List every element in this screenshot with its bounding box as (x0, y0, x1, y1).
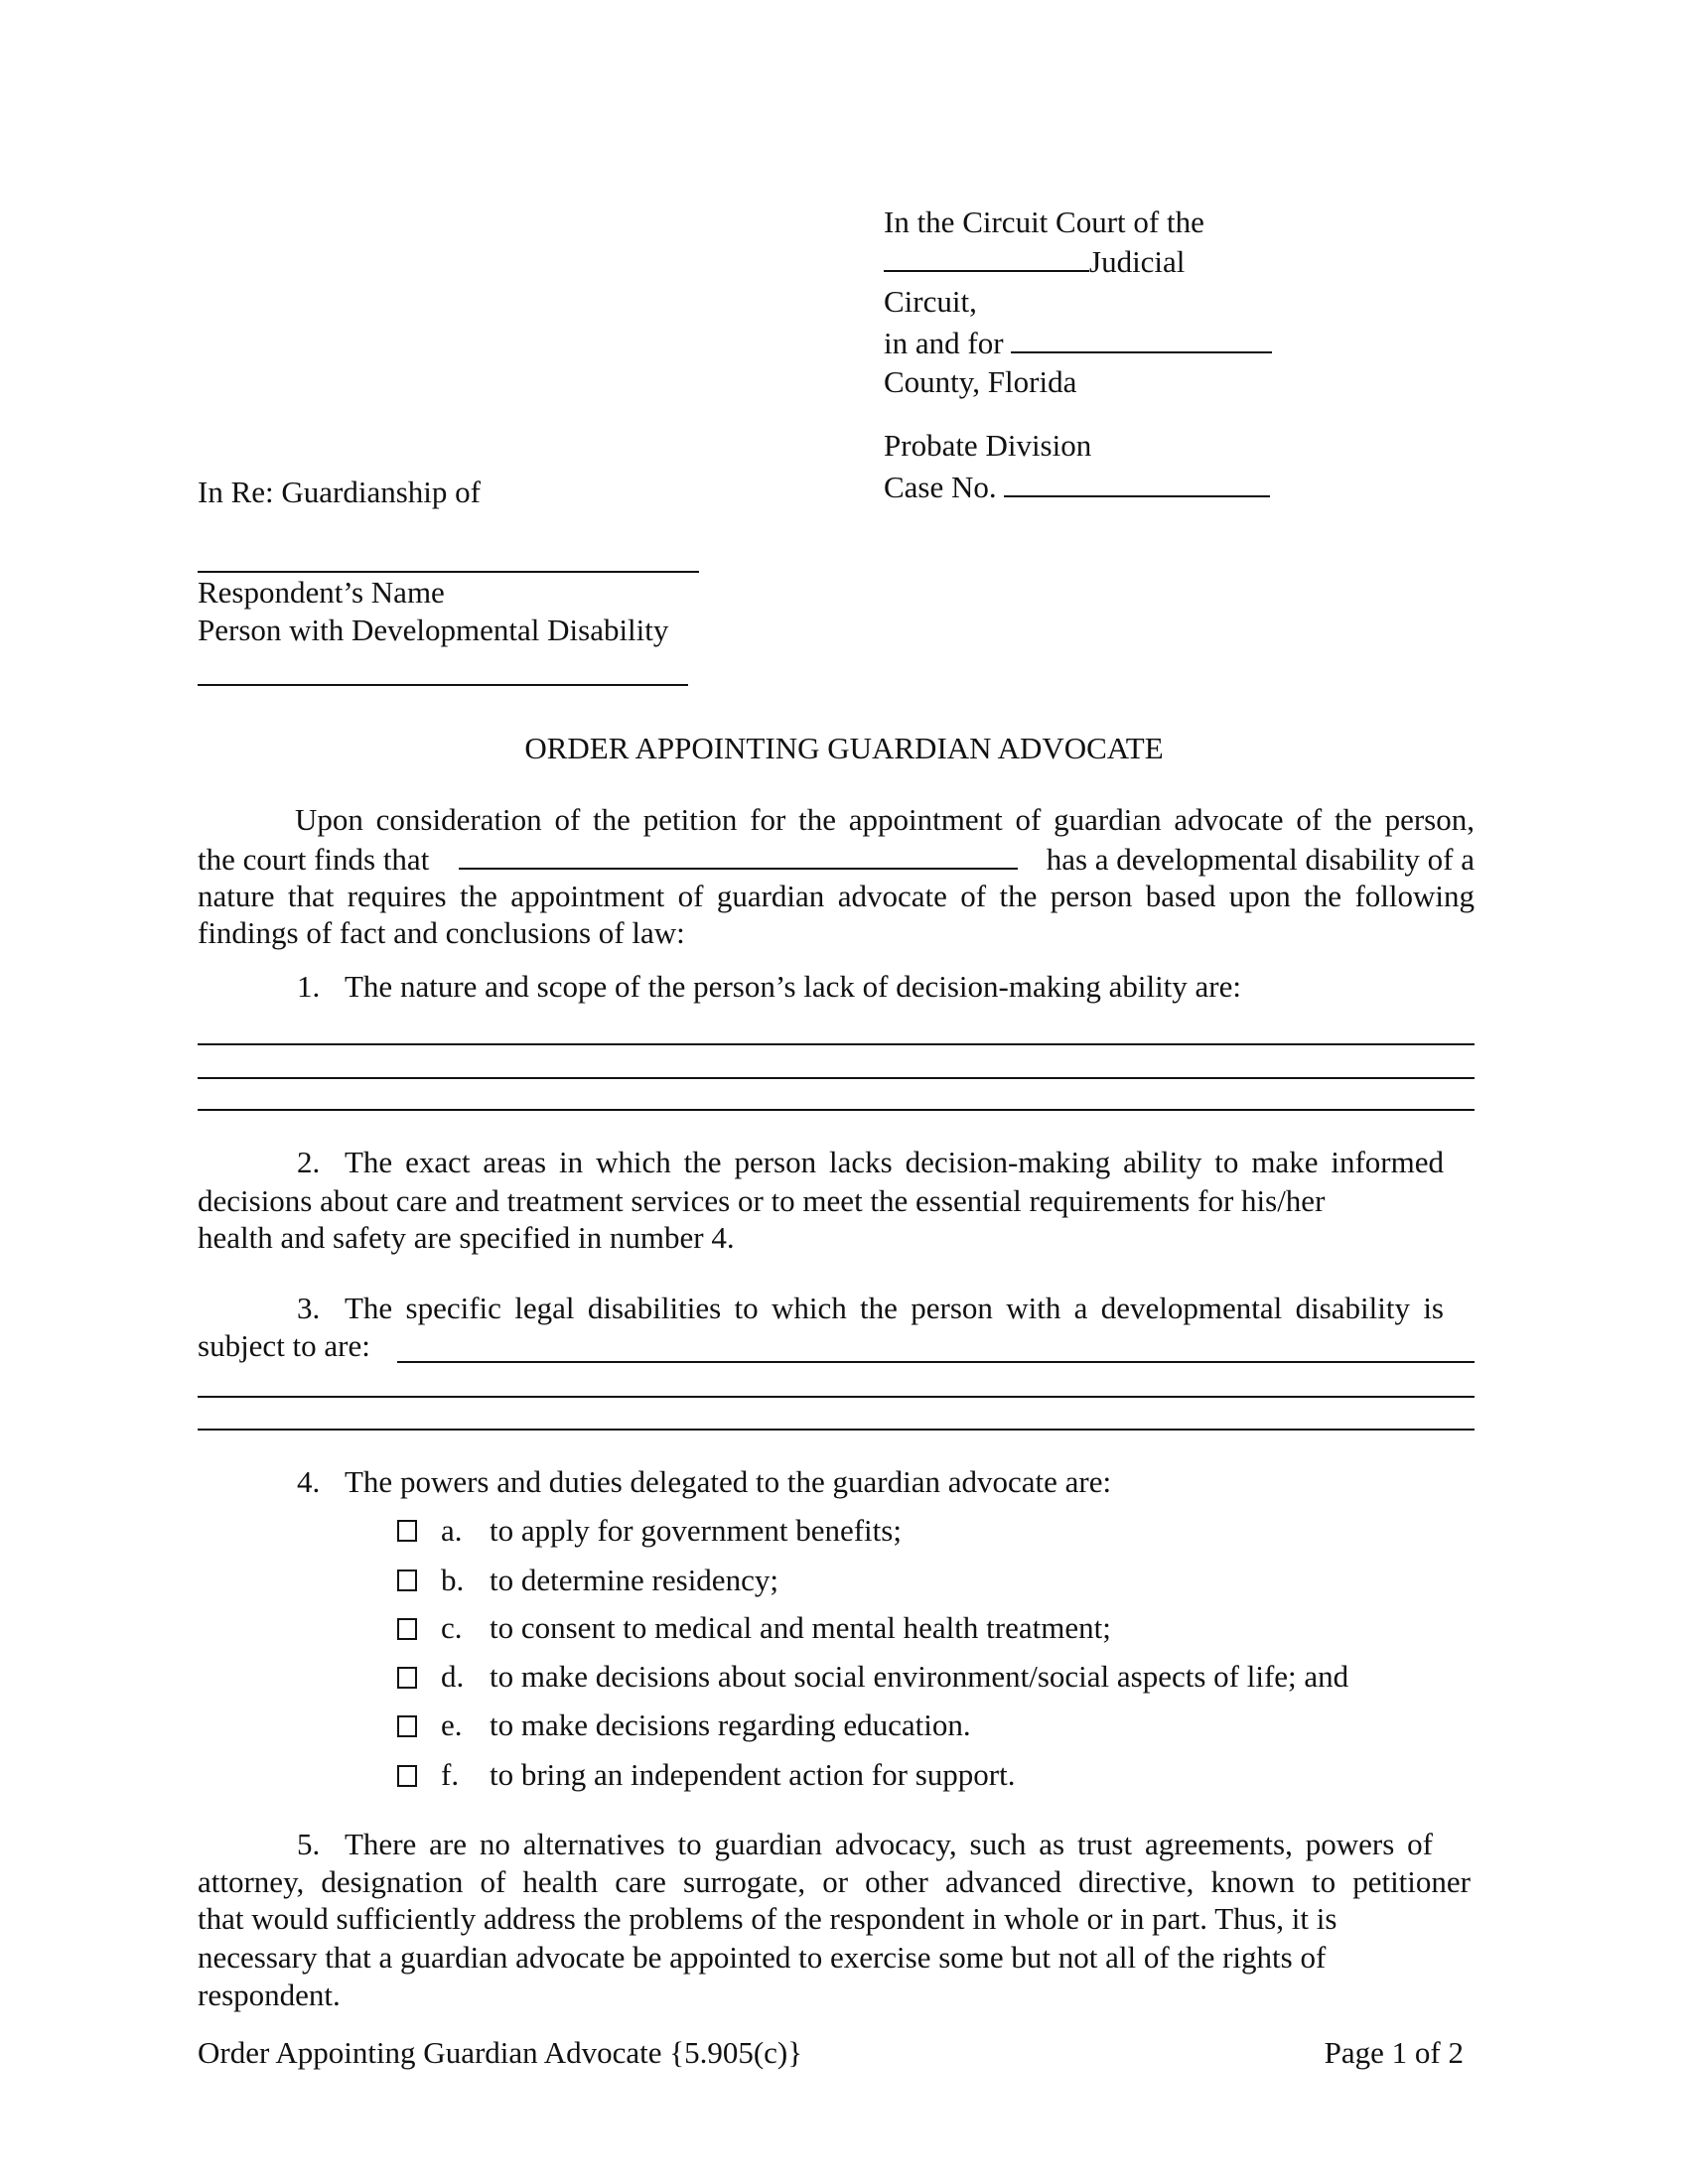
power-text: to bring an independent action for support. (490, 1757, 1016, 1792)
county-line (884, 322, 1272, 361)
power-checkbox-e[interactable] (397, 1715, 417, 1737)
power-checkbox-f[interactable] (397, 1765, 417, 1787)
item-3-blank-1[interactable] (397, 1361, 1475, 1363)
power-letter: e. (441, 1707, 463, 1742)
power-text: to determine residency; (490, 1563, 778, 1597)
item-2-line-1: The exact areas in which the person lacks decision-making ability to make informed (345, 1145, 1444, 1179)
item-3-line-2: subject to are: (198, 1328, 370, 1363)
power-text: to consent to medical and mental health treatment; (490, 1610, 1111, 1645)
item-3-blank-2[interactable] (198, 1396, 1475, 1398)
item-4-number: 4. (297, 1464, 321, 1499)
intro-line-2 (198, 838, 1475, 878)
in-and-for-label: in and for (884, 326, 1004, 360)
item-4-text: The powers and duties delegated to the guardian advocate are: (345, 1464, 1112, 1499)
judicial-circuit-line (884, 240, 1185, 280)
item-2-line-3: health and safety are specified in number 4. (198, 1220, 735, 1255)
power-checkbox-b[interactable] (397, 1570, 417, 1591)
footer-form-name: Order Appointing Guardian Advocate {5.905(c)} (198, 2035, 803, 2070)
document-title: ORDER APPOINTING GUARDIAN ADVOCATE (524, 731, 1164, 765)
item-3-number: 3. (297, 1291, 321, 1325)
item-3-line-1: The specific legal disabilities to which the person with a developmental disability is (345, 1291, 1444, 1325)
division-label: Probate Division (884, 428, 1092, 463)
circuit-number-blank[interactable] (884, 240, 1089, 272)
judicial-label: Judicial (1089, 244, 1186, 279)
power-checkbox-d[interactable] (397, 1667, 417, 1689)
item-5-line-3: that would sufficiently address the problems of the respondent in whole or in part. Thus, it is (198, 1901, 1337, 1936)
item-5-line-2: attorney, designation of health care surrogate, or other advanced directive, known to petitioner (198, 1864, 1471, 1899)
case-no-label: Case No. (884, 470, 997, 504)
divider-line (198, 684, 688, 686)
case-number-blank[interactable] (1004, 466, 1270, 497)
item-1-text: The nature and scope of the person’s lack of decision-making ability are: (345, 969, 1241, 1004)
page-number: Page 1 of 2 (1324, 2035, 1464, 2070)
person-name-blank[interactable] (459, 838, 1018, 870)
item-3-blank-3[interactable] (198, 1429, 1475, 1431)
power-letter: f. (441, 1757, 460, 1792)
item-5-line-1: There are no alternatives to guardian advocacy, such as trust agreements, powers of (345, 1827, 1433, 1861)
item-1-blank-2[interactable] (198, 1077, 1475, 1079)
in-re-label: In Re: Guardianship of (198, 475, 481, 509)
item-5-line-4: necessary that a guardian advocate be appointed to exercise some but not all of the rights of (198, 1940, 1327, 1975)
power-checkbox-a[interactable] (397, 1520, 417, 1542)
power-letter: d. (441, 1659, 465, 1694)
intro-line-4: findings of fact and conclusions of law: (198, 915, 685, 950)
court-name: In the Circuit Court of the (884, 205, 1204, 239)
disability-label: has a developmental disability of a (1046, 842, 1475, 877)
court-finds-label: the court finds that (198, 842, 430, 877)
item-1-blank-3[interactable] (198, 1109, 1475, 1111)
item-5-number: 5. (297, 1827, 321, 1861)
power-letter: c. (441, 1610, 463, 1645)
item-1-number: 1. (297, 969, 321, 1004)
power-text: to apply for government benefits; (490, 1513, 902, 1548)
circuit-label: Circuit, (884, 284, 977, 319)
respondent-name-label: Respondent’s Name (198, 575, 445, 610)
power-checkbox-c[interactable] (397, 1618, 417, 1640)
item-5-line-5: respondent. (198, 1978, 341, 2012)
county-blank[interactable] (1011, 322, 1272, 353)
intro-line-3: nature that requires the appointment of guardian advocate of the person based upon the following (198, 879, 1475, 913)
power-letter: b. (441, 1563, 465, 1597)
power-text: to make decisions about social environment/social aspects of life; and (490, 1659, 1349, 1694)
item-2-line-2: decisions about care and treatment services or to meet the essential requirements for his/her (198, 1183, 1326, 1218)
county-state-label: County, Florida (884, 364, 1077, 399)
intro-line-1: Upon consideration of the petition for the appointment of guardian advocate of the person, (295, 802, 1475, 837)
item-1-blank-1[interactable] (198, 1043, 1475, 1045)
item-2-number: 2. (297, 1145, 321, 1179)
respondent-description: Person with Developmental Disability (198, 613, 669, 647)
power-text: to make decisions regarding education. (490, 1707, 971, 1742)
power-letter: a. (441, 1513, 463, 1548)
case-number-line (884, 466, 1270, 505)
